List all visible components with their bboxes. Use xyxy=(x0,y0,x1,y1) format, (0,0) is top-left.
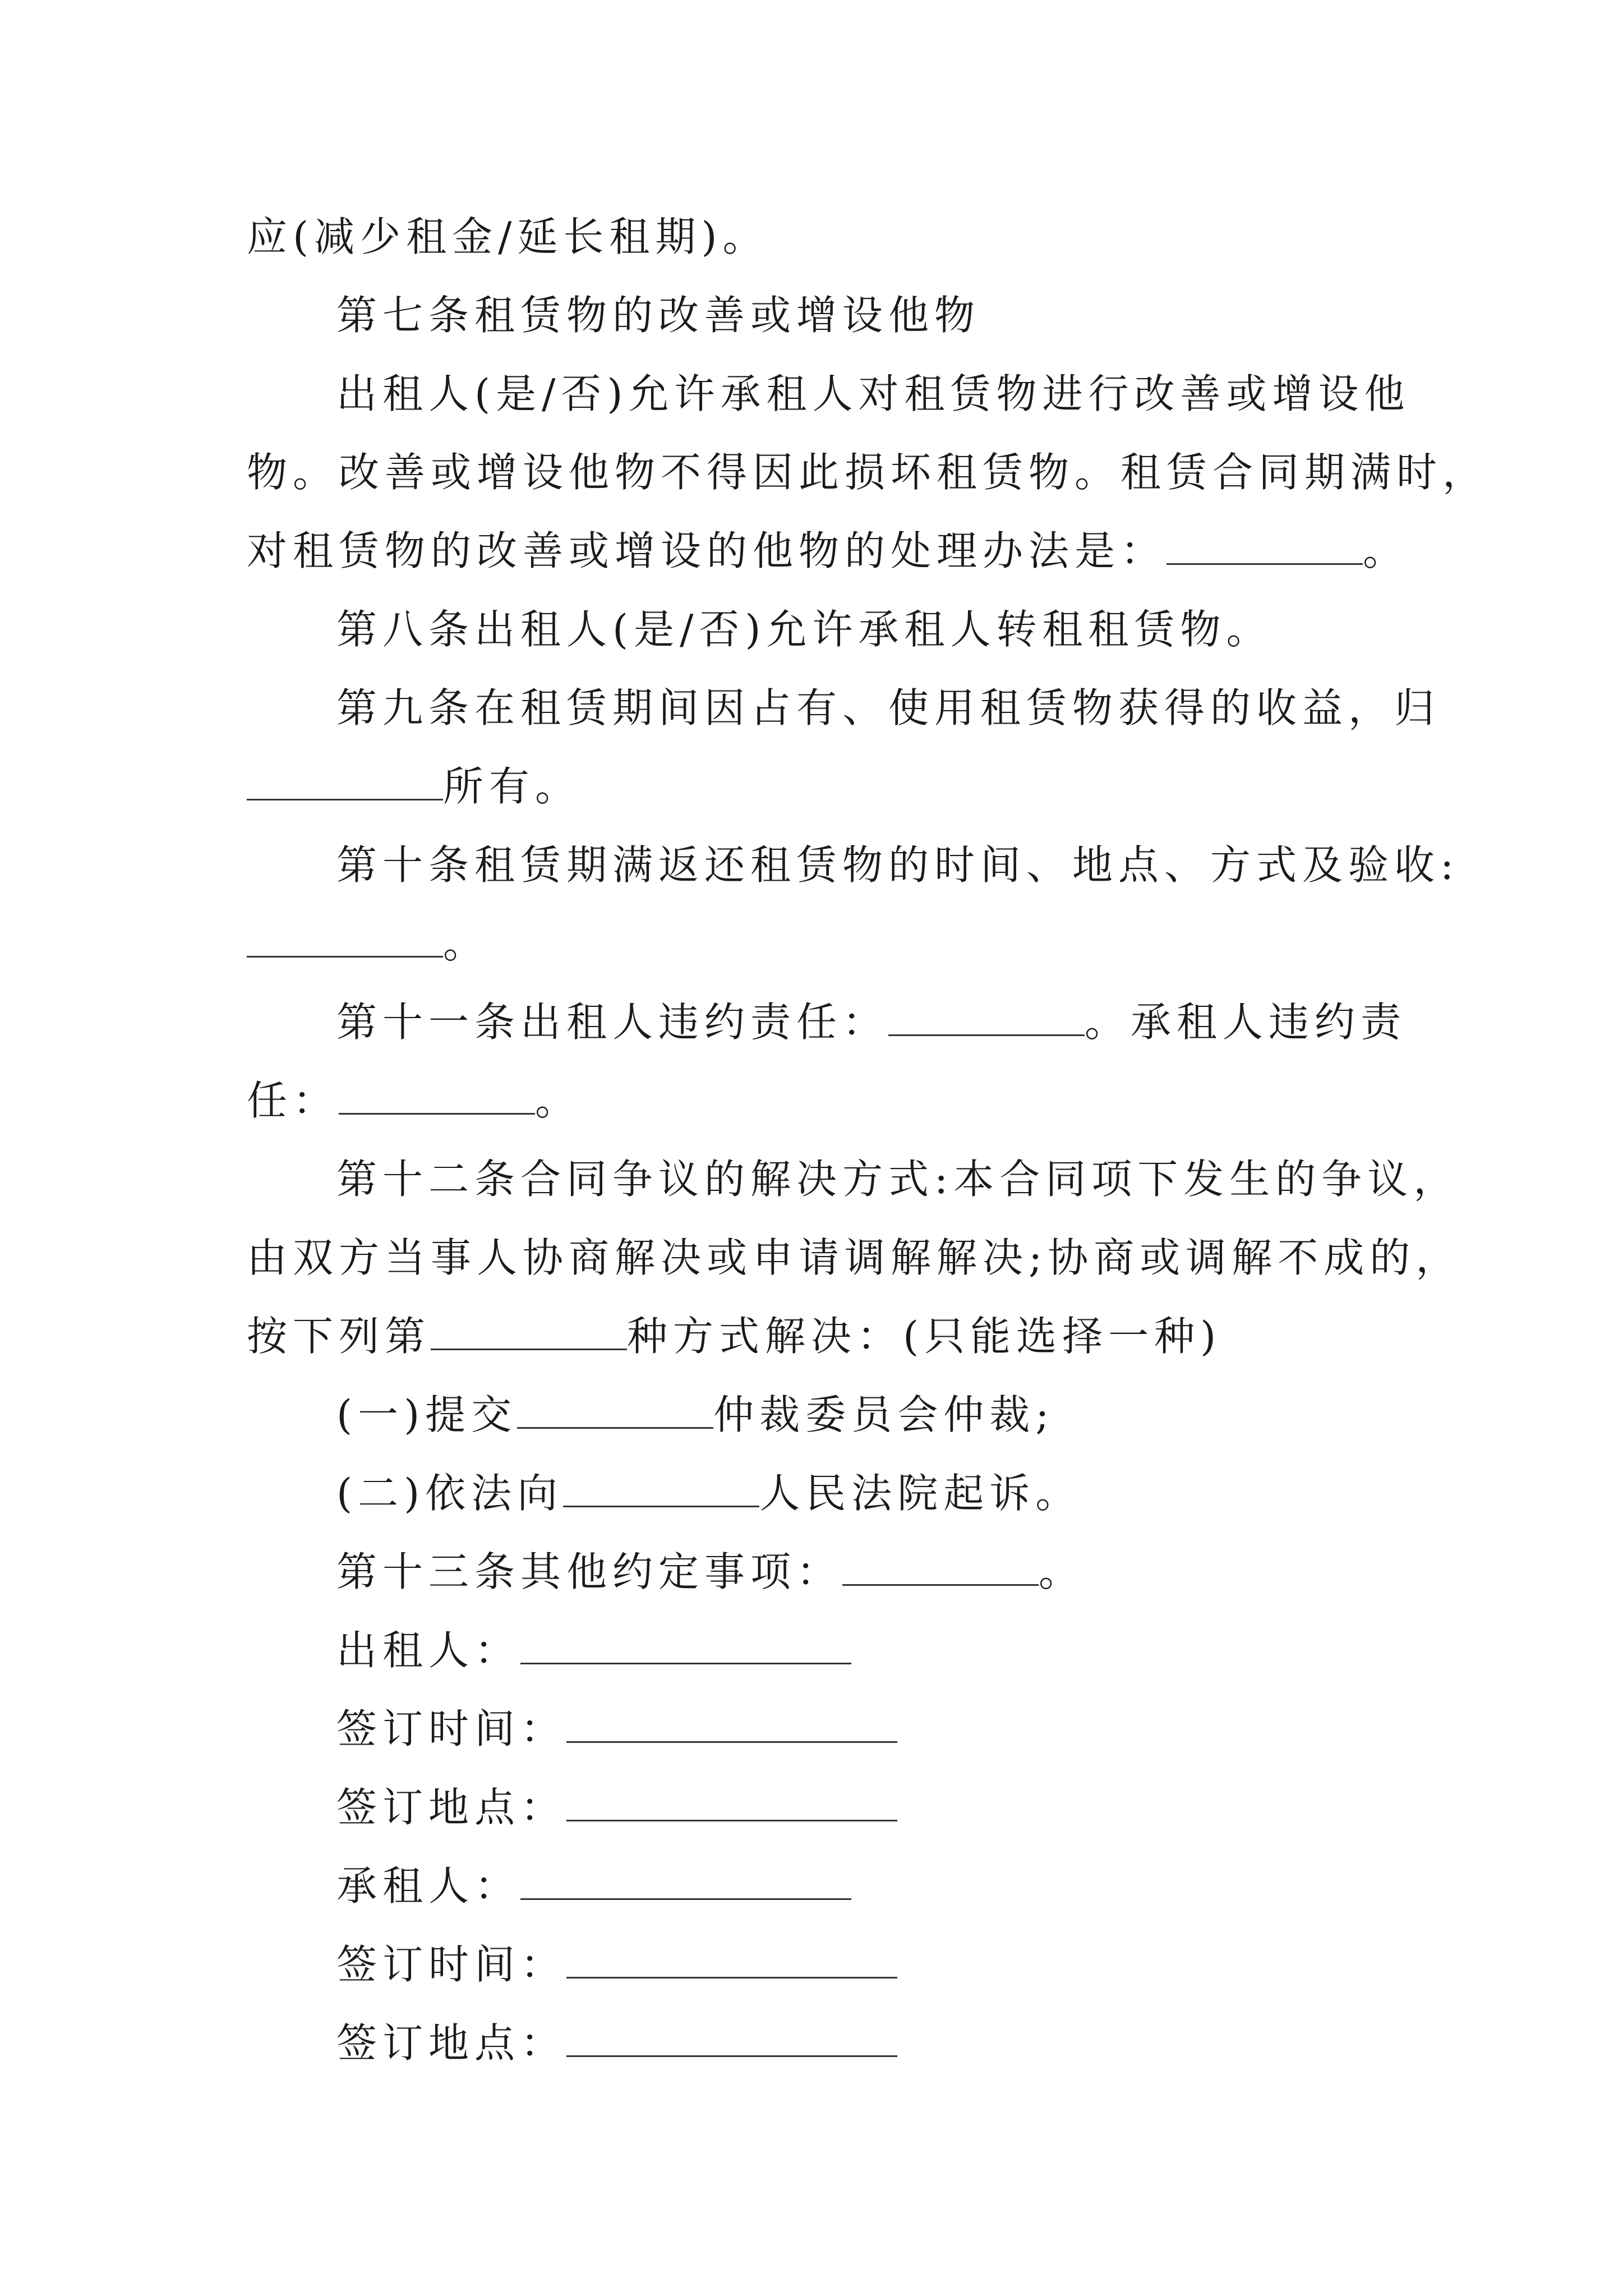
article-7-heading xyxy=(336,287,980,343)
fill-blank[interactable] xyxy=(247,921,443,958)
line-text: 任： xyxy=(247,1077,339,1124)
fill-blank[interactable] xyxy=(339,1078,535,1115)
line-text: 第十三条其他约定事项： xyxy=(336,1548,843,1595)
fill-blank[interactable] xyxy=(842,1549,1039,1586)
line-text: 仲裁委员会仲裁; xyxy=(713,1391,1055,1438)
line-text: 对租赁物的改善或增设的他物的处理办法是： xyxy=(247,527,1167,574)
line-text: 。 xyxy=(535,1077,582,1124)
signature-lessor xyxy=(336,1622,851,1678)
line-text: (二)依法向 xyxy=(336,1470,564,1517)
text-line xyxy=(247,915,489,972)
line-text: 由双方当事人协商解决或申请调解解决;协商或调解不成的， xyxy=(247,1234,1462,1281)
signature-blank[interactable] xyxy=(520,1864,851,1900)
signature-lessor-time xyxy=(336,1701,897,1757)
text-line xyxy=(247,209,768,265)
line-text: 。承租人违约责 xyxy=(1085,999,1407,1046)
article-13 xyxy=(336,1544,1085,1600)
signature-blank[interactable] xyxy=(566,1706,897,1743)
signature-label: 签订时间： xyxy=(336,1705,567,1752)
signature-blank[interactable] xyxy=(566,2021,897,2057)
line-text: 第七条租赁物的改善或增设他物 xyxy=(336,292,981,339)
article-12 xyxy=(336,1151,1459,1207)
article-11 xyxy=(336,994,1407,1050)
signature-label: 出租人： xyxy=(336,1627,521,1674)
signature-label: 签订时间： xyxy=(336,1941,567,1988)
text-line xyxy=(247,523,1409,579)
signature-label: 签订地点： xyxy=(336,2019,567,2067)
signature-lessee-time xyxy=(336,1936,897,1993)
signature-blank[interactable] xyxy=(520,1628,851,1664)
article-10 xyxy=(336,837,1459,893)
text-line xyxy=(247,1073,581,1129)
option-1 xyxy=(336,1387,1054,1443)
text-line xyxy=(247,1308,1221,1364)
fill-blank[interactable] xyxy=(888,1000,1085,1036)
signature-label: 签订地点： xyxy=(336,1784,567,1831)
line-text: 第十二条合同争议的解决方式:本合同项下发生的争议， xyxy=(336,1156,1460,1203)
fill-blank[interactable] xyxy=(517,1392,713,1429)
line-text: 物。改善或增设他物不得因此损坏租赁物。租赁合同期满时， xyxy=(247,449,1489,496)
fill-blank[interactable] xyxy=(1166,528,1363,565)
text-line xyxy=(247,758,581,815)
text-line xyxy=(336,366,1410,422)
fill-blank[interactable] xyxy=(247,764,443,800)
option-2 xyxy=(336,1465,1081,1521)
line-text: 应(减少租金/延长租期)。 xyxy=(247,213,769,260)
signature-lessee xyxy=(336,1858,851,1914)
line-text: 人民法院起诉。 xyxy=(759,1470,1082,1517)
line-text: 第八条出租人(是/否)允许承租人转租租赁物。 xyxy=(336,606,1272,653)
line-text: 第九条在租赁期间因占有、使用租赁物获得的收益，归 xyxy=(336,684,1441,731)
signature-lessor-place xyxy=(336,1779,897,1835)
line-text: 出租人(是/否)允许承租人对租赁物进行改善或增设他 xyxy=(336,370,1410,417)
signature-label: 承租人： xyxy=(336,1862,521,1910)
fill-blank[interactable] xyxy=(563,1471,759,1507)
line-text: 。 xyxy=(443,920,490,967)
text-line xyxy=(247,1230,1461,1286)
article-8 xyxy=(336,601,1272,657)
line-text: 种方式解决：(只能选择一种) xyxy=(627,1313,1222,1360)
line-text: 按下列第 xyxy=(247,1313,431,1360)
text-line xyxy=(247,444,1488,500)
line-text: 所有。 xyxy=(443,763,582,810)
line-text: 第十条租赁期满返还租赁物的时间、地点、方式及验收: xyxy=(336,841,1460,889)
line-text: 。 xyxy=(1363,527,1409,574)
article-9 xyxy=(336,680,1440,736)
line-text: 第十一条出租人违约责任： xyxy=(336,999,889,1046)
signature-blank[interactable] xyxy=(566,1942,897,1978)
signature-lessee-place xyxy=(336,2015,897,2071)
fill-blank[interactable] xyxy=(431,1314,627,1350)
signature-blank[interactable] xyxy=(566,1785,897,1821)
line-text: 。 xyxy=(1039,1548,1085,1595)
line-text: (一)提交 xyxy=(336,1391,518,1438)
